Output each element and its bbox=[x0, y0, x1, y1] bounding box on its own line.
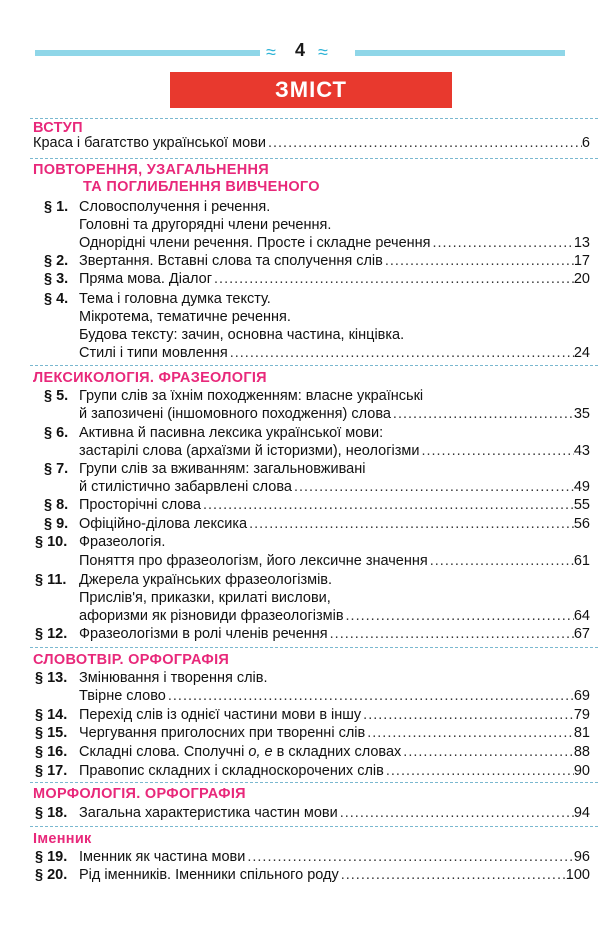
entry-page: 61 bbox=[573, 553, 590, 569]
entry-page: 67 bbox=[573, 626, 590, 642]
toc-entry[interactable] bbox=[0, 134, 600, 152]
entry-number: § 19. bbox=[35, 849, 68, 865]
toc-entry[interactable] bbox=[0, 625, 600, 643]
entry-number: § 8. bbox=[44, 497, 69, 513]
entry-title: Пряма мова. Діалог bbox=[79, 271, 213, 287]
entry-number: § 13. bbox=[35, 670, 68, 686]
entry-title: Групи слів за їхнім походженням: власне українські bbox=[79, 388, 424, 404]
entry-title: Правопис складних і складноскорочених слів bbox=[79, 763, 384, 779]
entry-page: 55 bbox=[573, 497, 590, 513]
toc-entry-line: й стилістично забарвлені слова ..... 49 bbox=[0, 478, 600, 496]
section-divider bbox=[30, 158, 598, 159]
entry-page: 43 bbox=[573, 443, 590, 459]
toc-entry[interactable] bbox=[0, 571, 600, 589]
toc-entry[interactable] bbox=[0, 387, 600, 405]
section-heading-leksykolohiia: ЛЕКСИКОЛОГІЯ. ФРАЗЕОЛОГІЯ bbox=[33, 370, 267, 386]
toc-entry[interactable] bbox=[0, 866, 600, 884]
toc-entry-line: Головні та другорядні члени речення. bbox=[79, 217, 332, 233]
entry-number: § 17. bbox=[35, 763, 68, 779]
entry-page: 96 bbox=[573, 849, 590, 865]
section-heading-imennyk: Іменник bbox=[33, 831, 92, 847]
entry-page: 100 bbox=[565, 867, 590, 883]
toc-entry[interactable] bbox=[0, 424, 600, 442]
entry-page: 64 bbox=[573, 608, 590, 624]
entry-page: 17 bbox=[573, 253, 590, 269]
toc-entry[interactable] bbox=[0, 743, 600, 761]
section-divider bbox=[30, 647, 598, 648]
entry-number: § 4. bbox=[44, 291, 69, 307]
entry-number: § 6. bbox=[44, 425, 69, 441]
toc-entry[interactable] bbox=[0, 270, 600, 288]
toc-entry-line: Поняття про фразеологізм, його лексичне значення ..... 61 bbox=[0, 552, 600, 570]
entry-number: § 5. bbox=[44, 388, 69, 404]
entry-page: 24 bbox=[573, 345, 590, 361]
toc-entry[interactable] bbox=[0, 804, 600, 822]
entry-page: 13 bbox=[573, 235, 590, 251]
section-heading-morfolohiia: МОРФОЛОГІЯ. ОРФОГРАФІЯ bbox=[33, 786, 246, 802]
entry-title: Фразеологія. bbox=[79, 534, 166, 550]
section-heading-vstup: ВСТУП bbox=[33, 120, 83, 136]
entry-title: Змінювання і творення слів. bbox=[79, 670, 268, 686]
section-heading-povtorennia-2: ТА ПОГЛИБЛЕННЯ ВИВЧЕНОГО bbox=[83, 179, 320, 195]
entry-page: 56 bbox=[573, 516, 590, 532]
toc-entry[interactable] bbox=[0, 706, 600, 724]
entry-number: § 9. bbox=[44, 516, 69, 532]
page-number: 4 bbox=[294, 40, 305, 60]
page-title: ЗМІСТ bbox=[170, 72, 452, 108]
toc-entry-line: Однорідні члени речення. Просте і складне речення ..... 13 bbox=[0, 234, 600, 252]
entry-title: Звертання. Вставні слова та сполучення слів bbox=[79, 253, 383, 269]
toc-entry-line: Прислів'я, приказки, крилаті вислови, bbox=[79, 590, 331, 606]
wave-ornament-icon: ≈ bbox=[266, 42, 276, 62]
entry-number: § 7. bbox=[44, 461, 69, 477]
entry-page: 49 bbox=[573, 479, 590, 495]
section-divider bbox=[30, 118, 598, 119]
entry-title: Загальна характеристика частин мови bbox=[79, 805, 338, 821]
entry-title: Джерела українських фразеологізмів. bbox=[79, 572, 333, 588]
toc-entry[interactable] bbox=[0, 669, 600, 687]
entry-page: 90 bbox=[573, 763, 590, 779]
entry-title: Офіційно-ділова лексика bbox=[79, 516, 248, 532]
entry-number: § 3. bbox=[44, 271, 69, 287]
toc-entry[interactable] bbox=[0, 762, 600, 780]
entry-page: 81 bbox=[573, 725, 590, 741]
entry-title: Словосполучення і речення. bbox=[79, 199, 271, 215]
entry-title: Просторічні слова bbox=[79, 497, 201, 513]
entry-title: Рід іменників. Іменники спільного роду bbox=[79, 867, 339, 883]
toc-entry-line: Твірне слово ..... 69 bbox=[0, 687, 600, 705]
section-heading-slovotvir: СЛОВОТВІР. ОРФОГРАФІЯ bbox=[33, 652, 230, 668]
entry-number: § 20. bbox=[35, 867, 68, 883]
section-divider bbox=[30, 365, 598, 366]
entry-page: 94 bbox=[573, 805, 590, 821]
toc-entry[interactable] bbox=[0, 460, 600, 478]
entry-number: § 16. bbox=[35, 744, 68, 760]
toc-entry[interactable] bbox=[0, 496, 600, 514]
entry-number: § 2. bbox=[44, 253, 69, 269]
entry-page: 69 bbox=[573, 688, 590, 704]
toc-entry[interactable] bbox=[0, 848, 600, 866]
section-divider bbox=[30, 782, 598, 783]
toc-entry[interactable] bbox=[0, 290, 600, 308]
toc-entry-line: застарілі слова (архаїзми й історизми), неологізми ..... 43 bbox=[0, 442, 600, 460]
entry-number: § 15. bbox=[35, 725, 68, 741]
entry-number: § 10. bbox=[35, 534, 68, 550]
entry-number: § 18. bbox=[35, 805, 68, 821]
toc-entry[interactable] bbox=[0, 515, 600, 533]
entry-title: Іменник як частина мови bbox=[79, 849, 246, 865]
entry-page: 20 bbox=[573, 271, 590, 287]
entry-title: Чергування приголосних при творенні слів bbox=[79, 725, 366, 741]
toc-entry-line: Мікротема, тематичне речення. bbox=[79, 309, 291, 325]
toc-entry[interactable] bbox=[0, 533, 600, 551]
entry-title: Перехід слів із однієї частини мови в іншу bbox=[79, 707, 362, 723]
entry-title: Групи слів за вживанням: загальновживані bbox=[79, 461, 366, 477]
entry-number: § 1. bbox=[44, 199, 69, 215]
toc-entry[interactable] bbox=[0, 198, 600, 216]
toc-entry[interactable] bbox=[0, 252, 600, 270]
entry-title: Складні слова. Сполучні о, е в складних словах bbox=[79, 744, 402, 760]
entry-title: Активна й пасивна лексика української мови: bbox=[79, 425, 384, 441]
entry-title: Краса і багатство української мови bbox=[33, 135, 266, 151]
toc-entry[interactable] bbox=[0, 724, 600, 742]
entry-page: 6 bbox=[581, 135, 590, 151]
toc-entry-line: й запозичені (іншомовного походження) слова ..... 35 bbox=[0, 405, 600, 423]
entry-title: Фразеологізми в ролі членів речення bbox=[79, 626, 328, 642]
entry-number: § 14. bbox=[35, 707, 68, 723]
toc-entry-line: афоризми як різновиди фразеологізмів ..... 64 bbox=[0, 607, 600, 625]
wave-ornament-icon: ≈ bbox=[318, 42, 328, 62]
section-divider bbox=[30, 826, 598, 827]
entry-page: 88 bbox=[573, 744, 590, 760]
entry-page: 79 bbox=[573, 707, 590, 723]
entry-number: § 12. bbox=[35, 626, 68, 642]
entry-number: § 11. bbox=[35, 572, 67, 588]
toc-entry-line: Стилі і типи мовлення ..... 24 bbox=[0, 344, 600, 362]
entry-title: Тема і головна думка тексту. bbox=[79, 291, 271, 307]
toc-entry-line: Будова тексту: зачин, основна частина, кінцівка. bbox=[79, 327, 405, 343]
section-heading-povtorennia: ПОВТОРЕННЯ, УЗАГАЛЬНЕННЯ bbox=[33, 162, 269, 178]
entry-page: 35 bbox=[573, 406, 590, 422]
